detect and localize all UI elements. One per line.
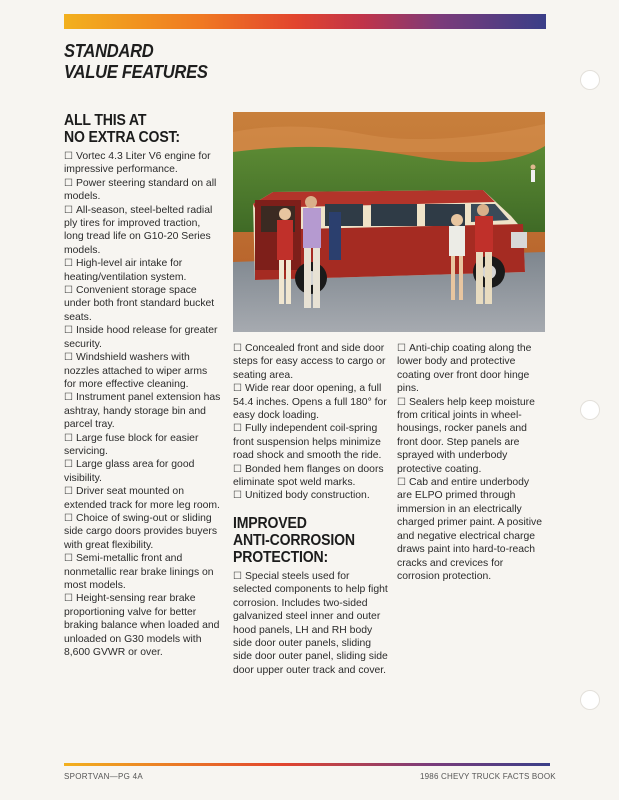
feature-text: Power steering standard on all models. <box>64 177 217 203</box>
feature-text: Vortec 4.3 Liter V6 engine for impressive performance. <box>64 151 211 176</box>
checkbox-icon: ☐ <box>64 512 73 524</box>
footer-gradient-bar <box>64 763 550 766</box>
feature-text: Height-sensing rear brake proportioning valve for better braking balance when loaded and unloaded on G30 models with 8,600 GVWR or over. <box>64 593 220 659</box>
feature-list-col1 <box>64 150 222 659</box>
checkbox-icon: ☐ <box>397 477 406 489</box>
anti-corrosion-heading: IMPROVED ANTI-CORROSION PROTECTION: <box>233 514 355 566</box>
checkbox-icon: ☐ <box>64 553 73 565</box>
feature-text: Windshield washers with nozzles attached to wiper arms for more effective cleaning. <box>64 352 208 390</box>
feature-item <box>64 552 222 592</box>
page-title <box>64 41 208 83</box>
feature-text: Cab and entire underbody are ELPO primed through immersion in an electrically charged primer paint. A positive and negative electrical charge draws paint into hard-to-reach cracks and crevices for corrosion protection. <box>397 477 542 582</box>
feature-item <box>64 592 222 659</box>
feature-item <box>64 485 222 512</box>
checkbox-icon: ☐ <box>233 570 242 582</box>
feature-list-col2 <box>233 342 389 503</box>
checkbox-icon: ☐ <box>64 258 73 270</box>
checkbox-icon: ☐ <box>64 151 73 162</box>
feature-item <box>64 284 222 324</box>
page-title-line2: VALUE FEATURES <box>64 62 208 82</box>
checkbox-icon: ☐ <box>64 593 73 605</box>
feature-text: Inside hood release for greater security. <box>64 325 218 350</box>
feature-text: Fully independent coil-spring front suspension helps minimize road shock and smooth the ride. <box>233 423 382 462</box>
binder-hole-bottom <box>580 690 600 710</box>
checkbox-icon: ☐ <box>233 490 242 502</box>
feature-text: Large glass area for good visibility. <box>64 459 195 484</box>
footer-book-title: 1986 CHEVY TRUCK FACTS BOOK <box>420 772 556 781</box>
feature-list-col3 <box>397 342 547 583</box>
top-gradient-bar <box>64 14 546 29</box>
feature-text: Convenient storage space under both front standard bucket seats. <box>64 285 215 323</box>
feature-text: Special steels used for selected components to help fight corrosion. Includes two-sided galvanized steel inner and outer hood panels, LH and RH body side door outer panels, sliding side door outer panel, sliding side door upper outer track and cover. <box>233 570 388 676</box>
feature-text: Large fuse block for easier servicing. <box>64 432 199 457</box>
feature-item <box>64 512 222 552</box>
feature-text: Anti-chip coating along the lower body and protective coating over front door hinge pins. <box>397 343 532 395</box>
golf-bag-left <box>329 212 341 260</box>
feature-text: Semi-metallic front and nonmetallic rear brake linings on most models. <box>64 553 214 591</box>
feature-item <box>233 463 389 490</box>
feature-item <box>64 150 222 177</box>
feature-item <box>64 432 222 459</box>
checkbox-icon: ☐ <box>397 396 406 408</box>
feature-item <box>64 458 222 485</box>
checkbox-icon: ☐ <box>64 177 73 189</box>
van-photo-illustration <box>233 112 545 332</box>
checkbox-icon: ☐ <box>233 383 242 395</box>
checkbox-icon: ☐ <box>397 343 406 354</box>
feature-item <box>64 351 222 391</box>
feature-text: Instrument panel extension has ashtray, handy storage bin and parcel tray. <box>64 392 221 431</box>
binder-hole-top <box>580 70 600 90</box>
checkbox-icon: ☐ <box>64 486 73 498</box>
column-2 <box>233 342 389 677</box>
checkbox-icon: ☐ <box>64 204 73 216</box>
checkbox-icon: ☐ <box>64 392 73 404</box>
column-1 <box>64 112 222 659</box>
feature-item <box>397 396 547 476</box>
feature-item <box>64 177 222 204</box>
feature-item <box>233 489 389 502</box>
feature-item <box>233 382 389 422</box>
footer-page-label: SPORTVAN—PG 4A <box>64 772 144 781</box>
checkbox-icon: ☐ <box>64 432 73 444</box>
checkbox-icon: ☐ <box>64 325 73 337</box>
feature-item <box>233 342 389 382</box>
feature-text: Concealed front and side door steps for easy access to cargo or seating area. <box>233 343 386 381</box>
feature-text: Bonded hem flanges on doors eliminate spot weld marks. <box>233 463 384 489</box>
column-3 <box>397 342 547 583</box>
feature-item <box>64 391 222 431</box>
page-title-line1: STANDARD <box>64 41 154 61</box>
checkbox-icon: ☐ <box>64 459 73 471</box>
feature-item <box>233 422 389 462</box>
checkbox-icon: ☐ <box>233 423 242 435</box>
feature-item <box>397 342 547 396</box>
feature-text: Wide rear door opening, a full 54.4 inches. Opens a full 180° for easy dock loading. <box>233 383 387 422</box>
feature-text: High-level air intake for heating/ventilation system. <box>64 258 187 283</box>
feature-item <box>64 204 222 258</box>
feature-text: Sealers help keep moisture from critical joints in wheel-housings, rocker panels and front door. Step panels are sprayed with underbody protective coating. <box>397 396 535 475</box>
feature-item <box>64 324 222 351</box>
checkbox-icon: ☐ <box>233 343 242 354</box>
feature-item <box>233 570 389 677</box>
feature-text: Unitized body construction. <box>244 490 370 502</box>
feature-text: All-season, steel-belted radial ply tires for improved traction, long tread life on G10-20 Series models. <box>64 204 213 256</box>
feature-text: Choice of swing-out or sliding side cargo doors provides buyers with great flexibility. <box>64 512 218 551</box>
feature-item <box>64 257 222 284</box>
checkbox-icon: ☐ <box>233 463 242 475</box>
no-extra-cost-heading: ALL THIS AT NO EXTRA COST: <box>64 112 180 146</box>
feature-text: Driver seat mounted on extended track for more leg room. <box>64 486 220 511</box>
binder-hole-middle <box>580 400 600 420</box>
checkbox-icon: ☐ <box>64 352 73 364</box>
checkbox-icon: ☐ <box>64 285 73 297</box>
van-photo <box>233 112 545 332</box>
corrosion-list-col2 <box>233 570 389 677</box>
feature-item <box>397 476 547 583</box>
